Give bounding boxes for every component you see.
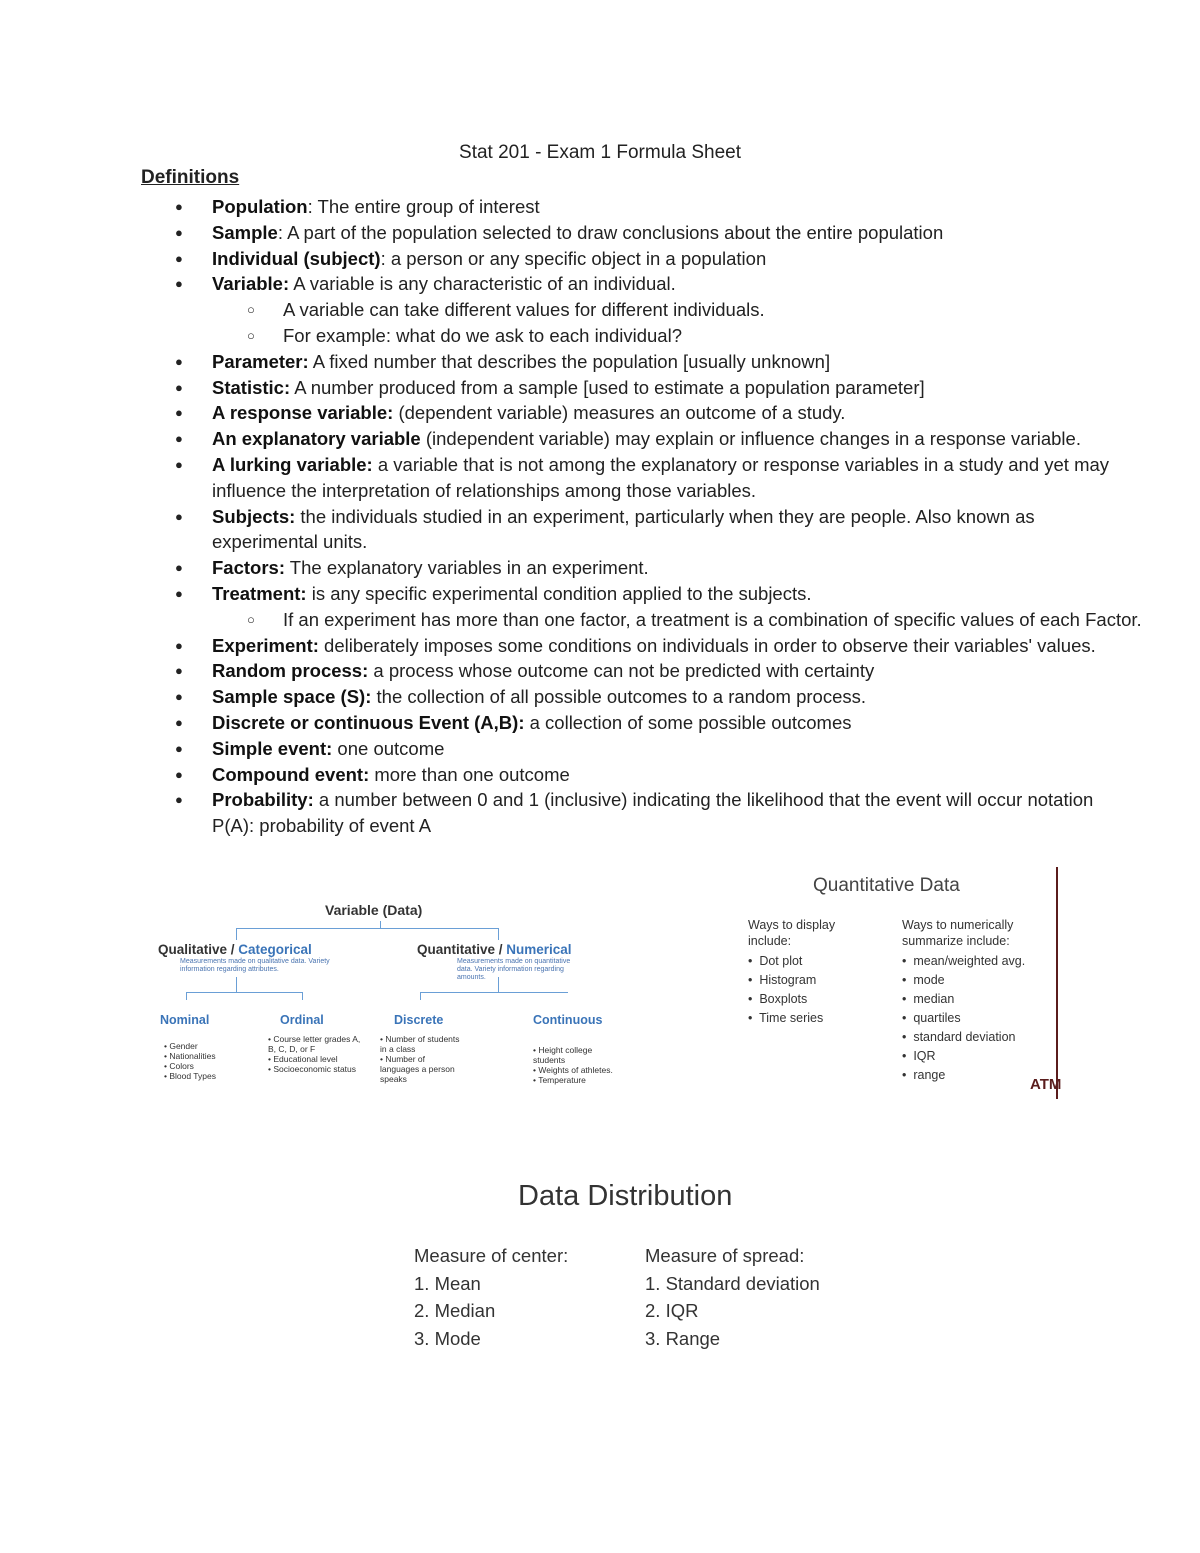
def-treatment: ● Treatment: is any specific experimental condition applied to the subjects.: [0, 581, 1200, 607]
summary-ways-heading: Ways to numerically summarize include:: [902, 918, 1014, 948]
def-statistic: ● Statistic: A number produced from a sample [used to estimate a population parameter]: [0, 375, 1200, 401]
def-simple-event: ● Simple event: one outcome: [0, 736, 1200, 762]
data-distribution-section: [0, 1175, 1200, 1375]
def-population: ● Population: The entire group of interest: [0, 194, 1200, 220]
diagram-connector: [498, 928, 499, 940]
diagram-connector: [236, 928, 237, 940]
def-factors: ● Factors: The explanatory variables in an experiment.: [0, 555, 1200, 581]
def-lurking-variable: ● A lurking variable: a variable that is not among the explanatory or response variables in a study and yet may influence the interpretation of relationships among those variables.: [0, 452, 1137, 504]
diagram-root-label: Variable (Data): [325, 902, 423, 918]
def-response-variable: ● A response variable: (dependent variable) measures an outcome of a study.: [0, 400, 1200, 426]
spread-heading: Measure of spread:: [645, 1245, 805, 1266]
diagram-connector: [420, 992, 568, 993]
discrete-examples: • Number of students in a class • Number of languages a person speaks: [380, 1034, 460, 1084]
display-ways-heading: Ways to display include:: [748, 918, 836, 948]
ordinal-examples: • Course letter grades A, B, C, D, or F • Educational level • Socioeconomic status: [268, 1034, 361, 1074]
def-experiment: ● Experiment: deliberately imposes some conditions on individuals in order to observe their variables' values.: [0, 633, 1200, 659]
def-explanatory-variable: ● An explanatory variable (independent variable) may explain or influence changes in a response variable.: [0, 426, 1200, 452]
diagram-connector: [236, 977, 237, 992]
quantitative-label: Quantitative / Numerical: [417, 942, 572, 957]
continuous-examples: • Height college students • Weights of athletes. • Temperature: [533, 1045, 613, 1085]
def-variable: ● Variable: A variable is any characteristic of an individual.: [0, 271, 1200, 297]
def-parameter: ● Parameter: A fixed number that describes the population [usually unknown]: [0, 349, 1200, 375]
def-variable-sub-2: ○ For example: what do we ask to each individual?: [0, 323, 1200, 349]
qualitative-description: Measurements made on qualitative data. Variety information regarding attributes.: [180, 958, 330, 973]
def-individual: ● Individual (subject): a person or any specific object in a population: [0, 246, 1200, 272]
def-probability: ● Probability: a number between 0 and 1 (inclusive) indicating the likelihood that the event will occur notation P(A): probability of event A: [0, 787, 1137, 839]
def-variable-sub-1: ○ A variable can take different values for different individuals.: [0, 297, 1200, 323]
diagram-connector: [302, 992, 303, 1000]
data-distribution-title: Data Distribution: [518, 1180, 733, 1212]
def-event: ● Discrete or continuous Event (A,B): a collection of some possible outcomes: [0, 710, 1200, 736]
diagram-connector: [498, 977, 499, 992]
variable-diagram: [150, 895, 620, 1105]
panel-divider: [1056, 867, 1058, 1099]
diagram-connector: [420, 992, 421, 1000]
def-sample: ● Sample: A part of the population selected to draw conclusions about the entire population: [0, 220, 1200, 246]
quantitative-description: Measurements made on quantitative data. Variety information regarding amounts.: [457, 958, 571, 981]
spread-measures-list: Measure of spread: 1. Standard deviation 2. IQR 3. Range: [645, 1242, 885, 1352]
discrete-label: Discrete: [394, 1013, 444, 1027]
quantitative-data-panel: [740, 865, 1062, 1100]
nominal-label: Nominal: [160, 1013, 210, 1027]
center-measures-list: Measure of center: 1. Mean 2. Median 3. Mode: [414, 1242, 614, 1352]
def-compound-event: ● Compound event: more than one outcome: [0, 762, 1200, 788]
nominal-examples: • Gender • Nationalities • Colors • Blood Types: [164, 1041, 216, 1081]
def-treatment-sub: ○ If an experiment has more than one factor, a treatment is a combination of specific values of each Factor.: [0, 607, 1200, 633]
university-logo-icon: ATM: [1030, 1076, 1062, 1093]
ordinal-label: Ordinal: [280, 1013, 324, 1027]
def-subjects: ● Subjects: the individuals studied in an experiment, particularly when they are people. Also known as experimental units.: [0, 504, 1137, 556]
def-sample-space: ● Sample space (S): the collection of all possible outcomes to a random process.: [0, 684, 1200, 710]
qualitative-label: Qualitative / Categorical: [158, 942, 312, 957]
quantitative-data-title: Quantitative Data: [813, 875, 960, 896]
diagram-connector: [186, 992, 302, 993]
summary-ways-list: Ways to numerically summarize include: • mean/weighted avg. • mode • median • quartiles • standard deviation • IQR • range: [902, 917, 1054, 1085]
definitions-list: [0, 194, 1200, 839]
definitions-heading: Definitions: [141, 167, 240, 188]
diagram-connector: [236, 928, 498, 929]
def-random-process: ● Random process: a process whose outcome can not be predicted with certainty: [0, 658, 1200, 684]
diagram-connector: [186, 992, 187, 1000]
display-ways-list: Ways to display include: • Dot plot • Histogram • Boxplots • Time series: [748, 917, 868, 1028]
page-title: Stat 201 - Exam 1 Formula Sheet: [459, 142, 741, 163]
continuous-label: Continuous: [533, 1013, 603, 1027]
center-heading: Measure of center:: [414, 1245, 569, 1266]
